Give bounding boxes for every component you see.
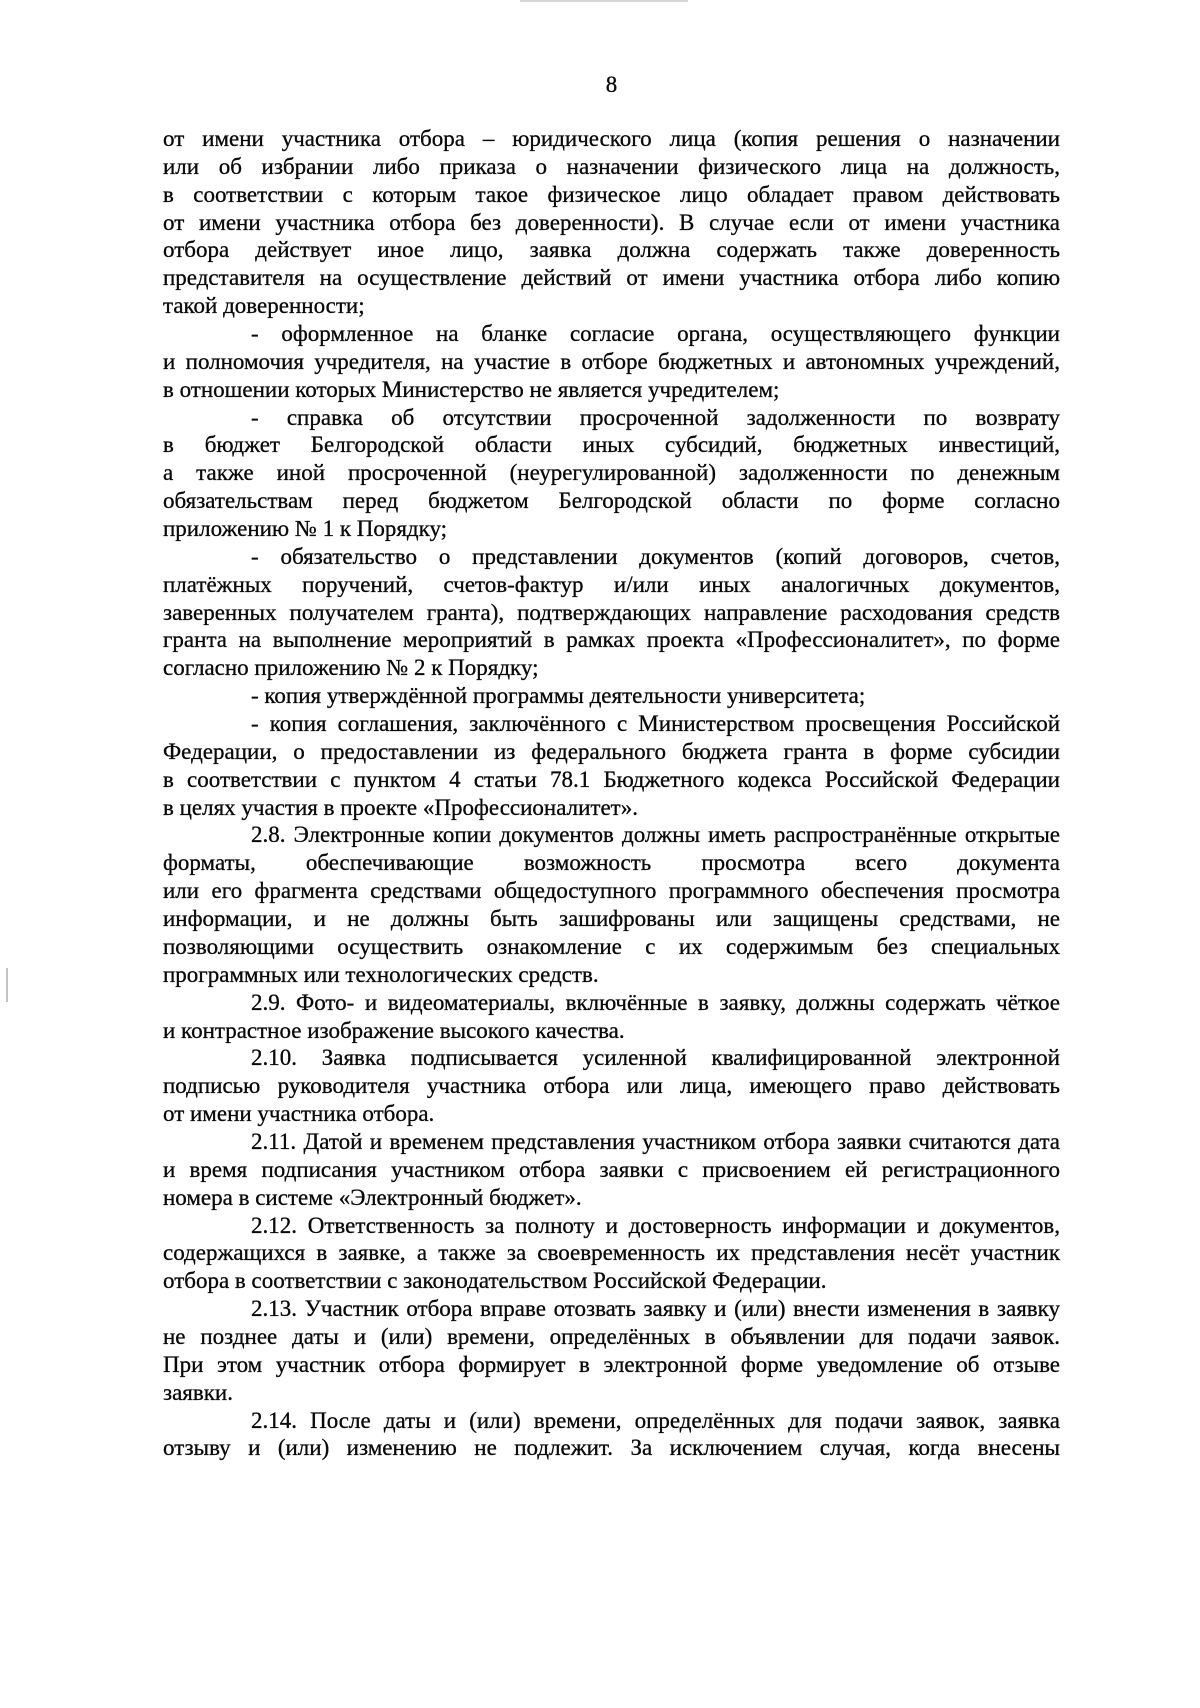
text-line: заверенных получателем гранта), подтверждающих направление расходования средств [163, 599, 1060, 625]
text-line: содержащихся в заявке, а также за своевременность их представления несёт участник [163, 1240, 1060, 1266]
clause-2-9 [163, 989, 1060, 1045]
text-line: в целях участия в проекте «Профессионалитет». [163, 794, 638, 820]
text-line: в соответствии с пунктом 4 статьи 78.1 Бюджетного кодекса Российской Федерации [163, 766, 1060, 792]
text-line: обязательствам перед бюджетом Белгородской области по форме согласно [163, 488, 1060, 514]
scan-artifact-left [6, 968, 8, 1002]
text-line: отбора в соответствии с законодательством Российской Федерации. [163, 1268, 827, 1294]
text-line: приложению № 1 к Порядку; [163, 516, 448, 542]
clause-2-11 [163, 1128, 1060, 1212]
text-line: согласно приложению № 2 к Порядку; [163, 655, 539, 681]
page-number: 8 [605, 72, 618, 97]
paragraph-continued-from-previous-page [163, 125, 1060, 320]
text-line: - справка об отсутствии просроченной задолженности по возврату [251, 404, 1060, 430]
body-text [163, 125, 1060, 1462]
text-line: и время подписания участником отбора заявки с присвоением ей регистрационного [163, 1156, 1060, 1182]
text-line: 2.13. Участник отбора вправе отозвать заявку и (или) внести изменения в заявку [251, 1296, 1060, 1322]
text-line: номера в системе «Электронный бюджет». [163, 1184, 582, 1210]
text-line: 2.12. Ответственность за полноту и достоверность информации и документов, [251, 1212, 1060, 1238]
text-line: от имени участника отбора. [163, 1101, 435, 1127]
text-line: - копия соглашения, заключённого с Министерством просвещения Российской [251, 711, 1060, 737]
text-line: 2.11. Датой и временем представления участником отбора заявки считаются дата [251, 1128, 1060, 1154]
list-item-agreement-copy [163, 710, 1060, 821]
text-line: заявки. [163, 1379, 233, 1405]
text-line: позволяющими осуществить ознакомление с их содержимым без специальных [163, 933, 1060, 959]
text-line: отзыву и (или) изменению не подлежит. За исключением случая, когда внесены [163, 1435, 1060, 1461]
clause-2-14 [163, 1407, 1060, 1463]
text-line: подписью руководителя участника отбора или лица, имеющего право действовать [163, 1073, 1060, 1099]
text-line: от имени участника отбора без доверенности). В случае если от имени участника [163, 209, 1060, 235]
text-line: не позднее даты и (или) времени, определённых в объявлении для подачи заявок. [163, 1323, 1060, 1349]
text-line: 2.14. После даты и (или) времени, определённых для подачи заявок, заявка [251, 1407, 1060, 1433]
text-line: форматы, обеспечивающие возможность просмотра всего документа [163, 850, 1060, 876]
text-line: гранта на выполнение мероприятий в рамках проекта «Профессионалитет», по форме [163, 627, 1060, 653]
text-line: 2.9. Фото- и видеоматериалы, включённые в заявку, должны содержать чёткое [251, 989, 1060, 1015]
text-line: 2.8. Электронные копии документов должны иметь распространённые открытые [251, 822, 1060, 848]
text-line: или об избрании либо приказа о назначении физического лица на должность, [163, 153, 1060, 179]
text-line: отбора действует иное лицо, заявка должна содержать также доверенность [163, 237, 1060, 263]
clause-2-12 [163, 1212, 1060, 1296]
text-line: или его фрагмента средствами общедоступного программного обеспечения просмотра [163, 878, 1060, 904]
text-line: такой доверенности; [163, 293, 365, 319]
list-item-program-copy [163, 682, 1060, 710]
list-item-approval-letter [163, 320, 1060, 404]
text-line: представителя на осуществление действий от имени участника отбора либо копию [163, 265, 1060, 291]
text-line: а также иной просроченной (неурегулированной) задолженности по денежным [163, 460, 1060, 486]
text-line: в соответствии с которым такое физическое лицо обладает правом действовать [163, 181, 1060, 207]
text-line: При этом участник отбора формирует в электронной форме уведомление об отзыве [163, 1351, 1060, 1377]
text-line: 2.10. Заявка подписывается усиленной квалифицированной электронной [251, 1045, 1060, 1071]
text-line: и полномочия учредителя, на участие в отборе бюджетных и автономных учреждений, [163, 348, 1060, 374]
text-line: в бюджет Белгородской области иных субсидий, бюджетных инвестиций, [163, 432, 1060, 458]
text-line: - копия утверждённой программы деятельности университета; [251, 683, 866, 709]
text-line: программных или технологических средств. [163, 961, 599, 987]
text-line: - обязательство о представлении документов (копий договоров, счетов, [251, 543, 1060, 569]
text-line: - оформленное на бланке согласие органа, осуществляющего функции [251, 321, 1060, 347]
text-line: от имени участника отбора – юридического лица (копия решения о назначении [163, 126, 1060, 151]
scan-artifact-top [520, 0, 688, 2]
clause-2-13 [163, 1295, 1060, 1406]
list-item-documents-obligation [163, 543, 1060, 682]
text-line: платёжных поручений, счетов-фактур и/или иных аналогичных документов, [163, 571, 1060, 597]
text-line: информации, и не должны быть зашифрованы или защищены средствами, не [163, 906, 1060, 932]
text-line: в отношении которых Министерство не является учредителем; [163, 376, 780, 402]
text-line: и контрастное изображение высокого качества. [163, 1017, 625, 1043]
text-line: Федерации, о предоставлении из федерального бюджета гранта в форме субсидии [163, 738, 1060, 764]
list-item-debt-certificate [163, 404, 1060, 543]
clause-2-8 [163, 821, 1060, 988]
clause-2-10 [163, 1044, 1060, 1128]
